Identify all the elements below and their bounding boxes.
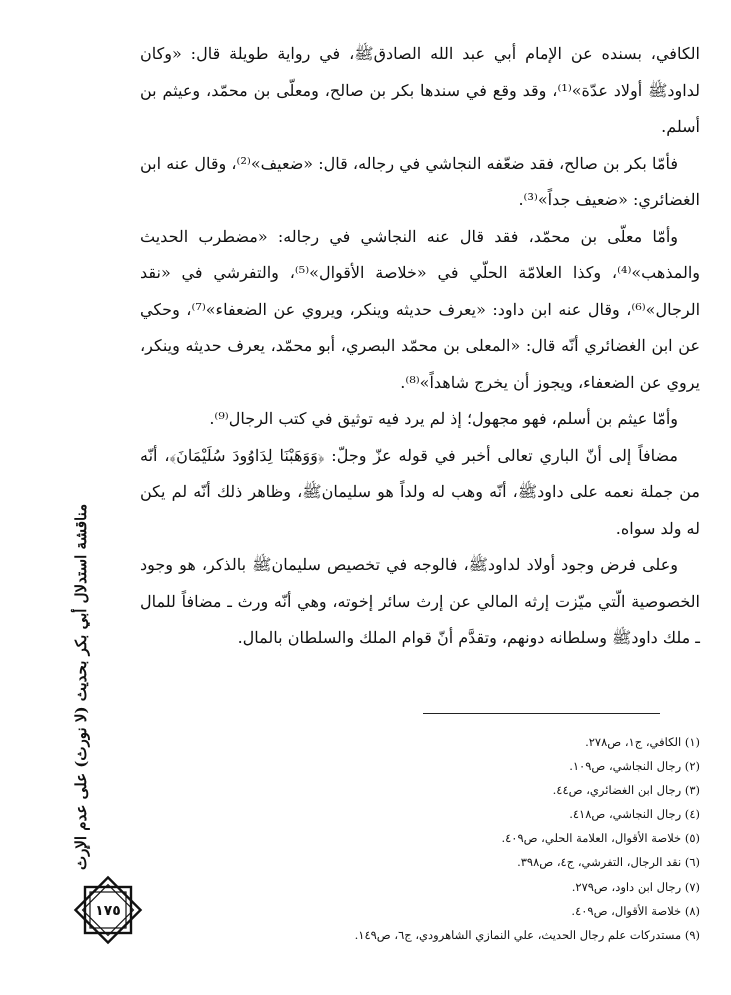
page-number-badge <box>70 872 146 948</box>
footnote: (٥) خلاصة الأقوال، العلامة الحلي، ص٤٠٩. <box>501 831 700 846</box>
footnote: (٣) رجال ابن الغضائري، ص٤٤. <box>552 783 700 798</box>
footnote: (٤) رجال النجاشي، ص٤١٨. <box>569 807 700 822</box>
footnote: (٩) مستدركات علم رجال الحديث، علي النمازي الشاهرودي، ج٦، ص١٤٩. <box>354 927 700 942</box>
star-frame-icon <box>70 872 146 948</box>
page-number: ١٧٥ <box>95 903 121 919</box>
footnote: (٢) رجال النجاشي، ص١٠٩. <box>569 759 700 774</box>
paragraph-3: وأمّا معلّى بن محمّد، فقد قال عنه النجاشي في رجاله: «مضطرب الحديث والمذهب»⁽⁴⁾، وكذا العلامّة الحلّي في «خلاصة الأقوال»⁽⁵⁾، والتفرشي في «نقد الرجال»⁽⁶⁾، وقال عنه ابن داود: «يعرف حديثه وينكر، ويروي عن الضعفاء»⁽⁷⁾، وحكي عن ابن الغضائري أنّه قال: «المعلى بن محمّد البصري، أبو محمّد، يعرف حديثه وينكر، يروي عن الضعفاء، ويجوز أن يخرج شاهداً»⁽⁸⁾. <box>140 226 701 392</box>
footnote: (٨) خلاصة الأقوال، ص٤٠٩. <box>571 903 700 918</box>
footnote: (٦) نقد الرجال، التفرشي، ج٤، ص٣٩٨. <box>517 855 700 870</box>
footnote: (١) الكافي، ج١، ص٢٧٨. <box>585 735 700 749</box>
paragraph-1: الكافي، بسنده عن الإمام أبي عبد الله الصادق‏ﷺ، في رواية طويلة قال: «وكان لداود‏ﷺ أولاد عدّة»⁽¹⁾، وقد وقع في سندها بكر بن صالح، ومعلّى بن محمّد، وعيثم بن أسلم. <box>140 44 700 136</box>
paragraph-6: وعلى فرض وجود أولاد لداود‏ﷺ، فالوجه في تخصيص سليمان‏ﷺ بالذكر، هو وجود الخصوصية الّتي ميّزت إرثه المالي عن إرث سائر إخوته، وهي أنّه ورث ـ مضافاً للمال ـ ملك داود‏ﷺ وسلطانه دونهم، وتقدَّم أنّ قوام الملك والسلطان بالمال. <box>140 555 700 647</box>
paragraph-2: فأمّا بكر بن صالح، فقد ضعّفه النجاشي في رجاله، قال: «ضعيف»⁽²⁾، وقال عنه ابن الغضائري: «ضعيف جداً»⁽³⁾. <box>140 153 700 209</box>
paragraph-4: وأمّا عيثم بن أسلم، فهو مجهول؛ إذ لم يرد فيه توثيق في كتب الرجال⁽⁹⁾. <box>209 409 678 428</box>
footnotes <box>270 730 700 947</box>
main-text <box>140 36 700 657</box>
running-header: مناقشة استدلال أبي بكر بحديث (لا نورث) على عدم الإرث <box>72 503 90 871</box>
paragraph-5: مضافاً إلى أنّ الباري تعالى أخبر في قوله عزّ وجلّ: ﴿وَوَهَبْنَا لِدَاوُودَ سُلَيْمَانَ﴾، أنّه من جملة نعمه على داود‏ﷺ، أنّه وهب له ولداً هو سليمان‏ﷺ، وظاهر ذلك أنّه لم يكن له ولد سواه. <box>140 445 700 538</box>
footnote: (٧) رجال ابن داود، ص٢٧٩. <box>571 879 700 894</box>
footnote-divider <box>423 713 660 714</box>
